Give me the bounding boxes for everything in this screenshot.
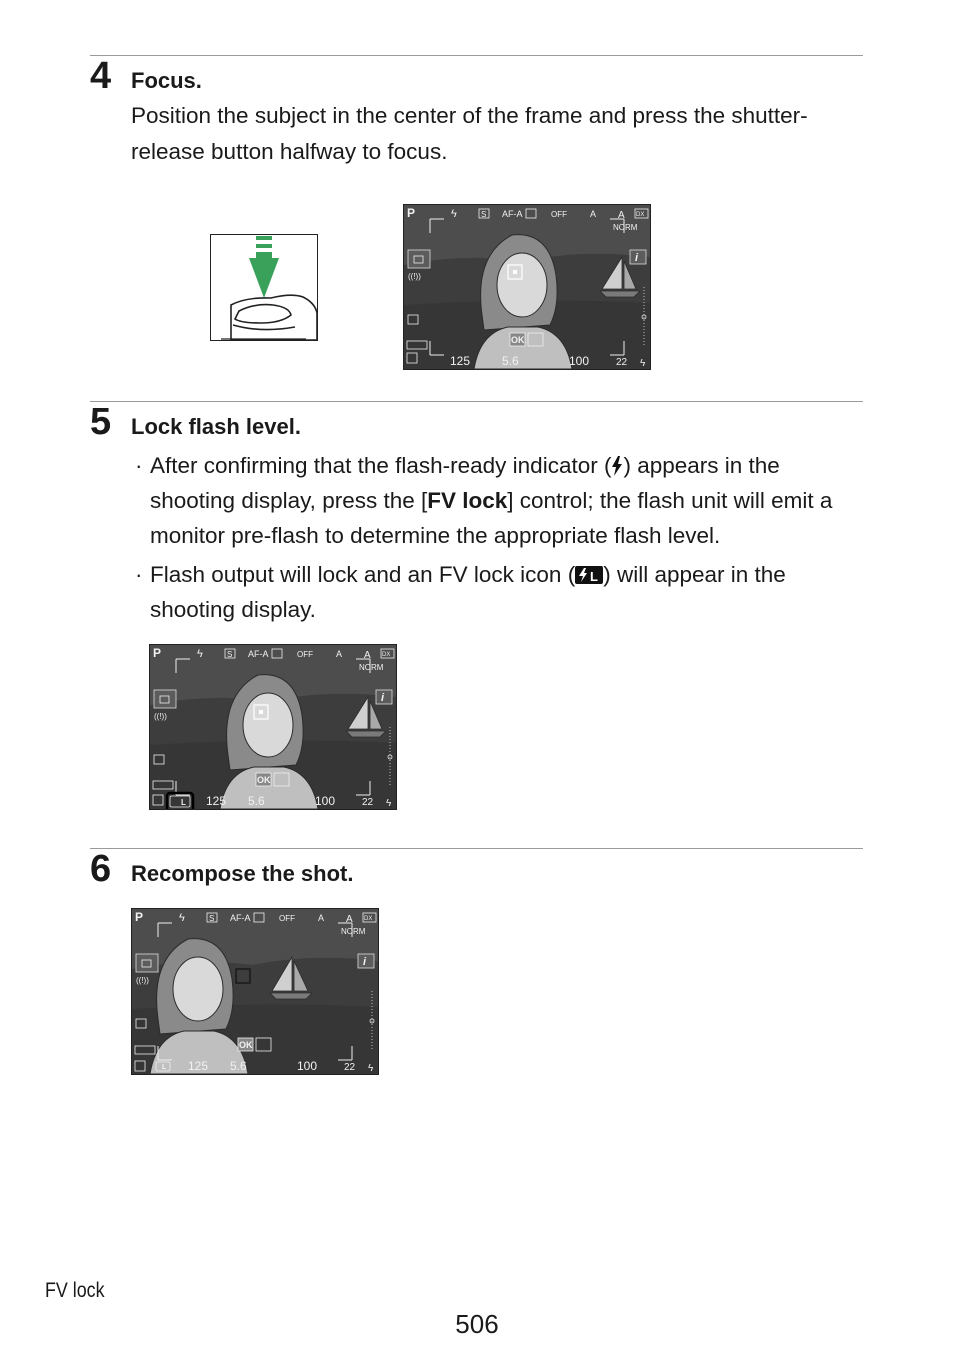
footer-section-label: FV lock [45,1279,105,1302]
svg-text:A: A [590,209,597,219]
step-4-number: 4 [90,55,112,97]
svg-text:DX: DX [636,212,645,218]
svg-text:ϟ: ϟ [368,1063,374,1074]
svg-text:NORM: NORM [359,663,384,672]
svg-text:i: i [363,956,367,968]
svg-text:A: A [346,914,353,925]
svg-text:DX: DX [382,652,391,658]
svg-text:i: i [635,252,639,264]
shooting-display-fv-lock [149,644,397,810]
step-6-divider [90,848,863,849]
svg-text:OK: OK [239,1040,253,1050]
half-press-illustration [210,234,318,341]
step-5-number: 5 [90,401,112,443]
svg-text:125: 125 [206,794,227,808]
svg-text:DX: DX [364,916,373,922]
svg-text:125: 125 [188,1059,209,1073]
svg-text:125: 125 [450,354,471,368]
bullet-flash-ready: · After confirming that the flash-ready indicator ( ) appears in the shooting display, press the [FV lock] control; the flash unit will emit a monitor pre-flash to determine the appropriate flash level. [131,448,866,553]
svg-text:S: S [227,650,233,659]
svg-text:AF-A: AF-A [502,209,523,219]
svg-text:NORM: NORM [341,927,366,936]
svg-text:A: A [364,650,371,661]
step-5-divider [90,401,863,402]
svg-text:5.6: 5.6 [230,1059,247,1073]
svg-text:OFF: OFF [297,650,313,659]
step-5-title: Lock flash level. [131,414,301,439]
svg-text:L: L [162,1064,167,1071]
svg-text:ϟ: ϟ [640,358,646,369]
step-5-bullets [131,448,866,631]
svg-text:S: S [481,210,487,219]
svg-text:NORM: NORM [613,223,638,232]
bullet-fv-lock-icon: · Flash output will lock and an FV lock icon ( L ) will appear in the shooting display. [131,557,866,627]
svg-text:AF-A: AF-A [230,913,251,923]
svg-text:22: 22 [616,357,628,368]
svg-text:i: i [381,692,385,704]
page-number: 506 [455,1309,499,1339]
svg-text:22: 22 [344,1062,356,1073]
svg-text:100: 100 [315,794,336,808]
svg-text:P: P [135,910,144,924]
svg-text:A: A [318,913,325,923]
step-4-title: Focus. [131,68,202,93]
svg-text:OFF: OFF [279,914,295,923]
shutter-half-press-icon [211,235,317,340]
svg-text:22: 22 [362,797,374,808]
svg-text:A: A [618,210,625,221]
svg-text:5.6: 5.6 [502,354,519,368]
shooting-display-focus [403,204,651,370]
svg-text:AF-A: AF-A [248,649,269,659]
step-4-text: Position the subject in the center of the frame and press the shutter-release button halfway to focus. [131,103,808,164]
step-6-number: 6 [90,848,112,890]
svg-text:ϟ: ϟ [197,648,203,660]
svg-text:100: 100 [569,354,590,368]
svg-text:OFF: OFF [551,210,567,219]
svg-text:OK: OK [257,775,271,785]
svg-text:ϟ: ϟ [179,912,185,924]
step-6-title: Recompose the shot. [131,861,354,886]
svg-text:P: P [153,646,162,660]
svg-text:ϟ: ϟ [386,798,392,809]
svg-text:S: S [209,914,215,923]
shooting-display-recompose [131,908,379,1075]
svg-text:A: A [336,649,343,659]
step-4-divider [90,55,863,56]
svg-text:5.6: 5.6 [248,794,265,808]
svg-text:((!)): ((!)) [136,976,149,985]
svg-text:100: 100 [297,1059,318,1073]
svg-text:OK: OK [511,335,525,345]
lcd-mode: P [407,206,416,220]
svg-text:((!)): ((!)) [154,712,167,721]
svg-text:((!)): ((!)) [408,272,421,281]
flash-ready-icon [611,456,623,476]
svg-text:L: L [181,798,186,807]
fv-lock-icon [575,565,603,585]
svg-text:ϟ: ϟ [451,208,457,220]
svg-text:L: L [590,569,599,584]
fv-lock-control-label: FV lock [427,488,508,513]
